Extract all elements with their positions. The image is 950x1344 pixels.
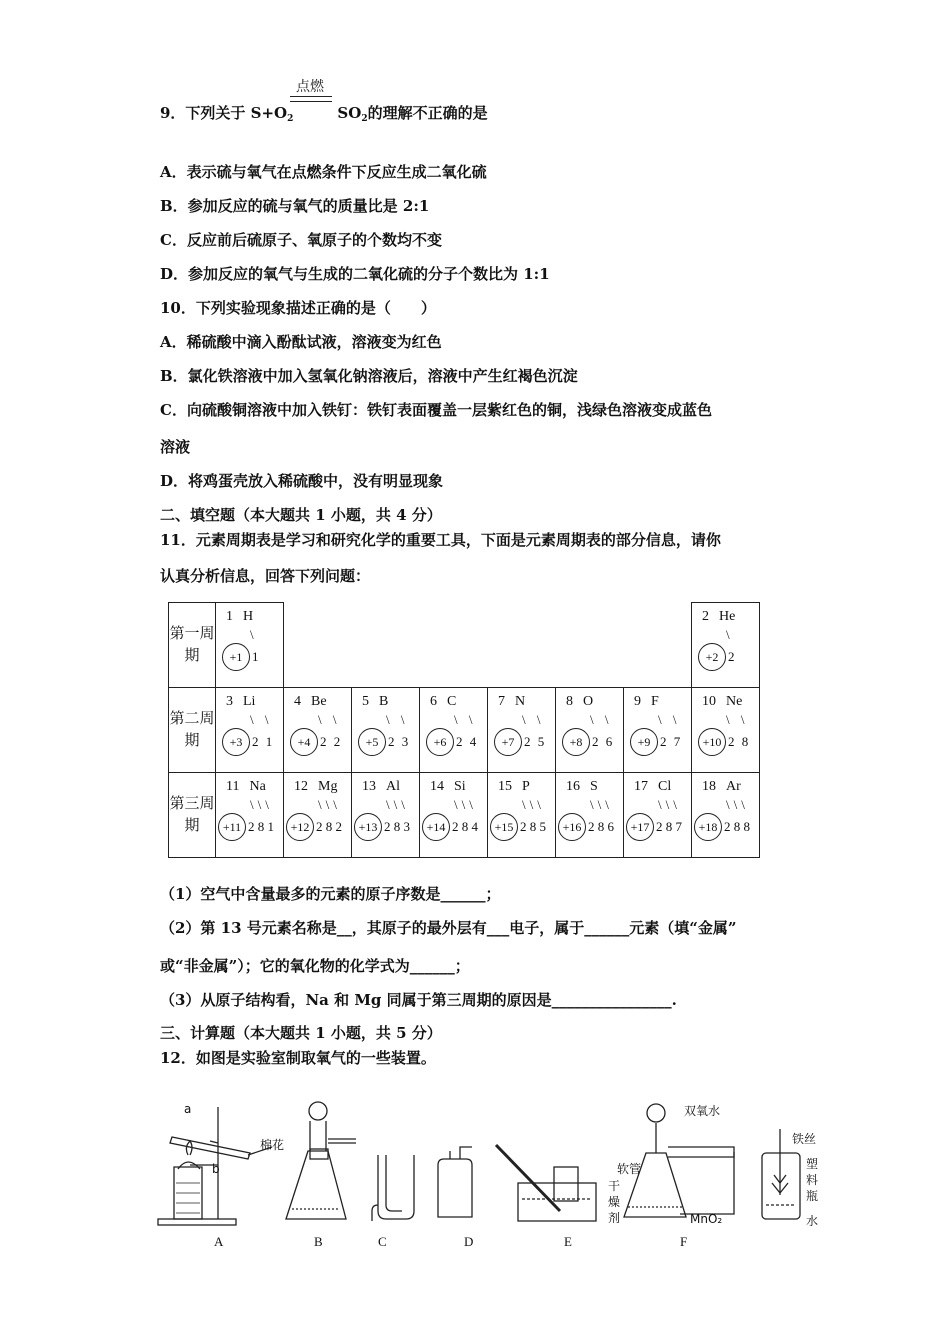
tag-mno2: MnO₂ — [690, 1212, 723, 1226]
q11-sub-2b: 或“非金属”）；它的氧化物的化学式为______； — [160, 957, 470, 975]
apparatus-d — [438, 1147, 472, 1217]
apparatus-b — [286, 1102, 356, 1219]
q11-sub-3: （3）从原子结构看，Na 和 Mg 同属于第三周期的原因是________________. — [160, 991, 677, 1009]
q10-option-c: C．向硫酸铜溶液中加入铁钉：铁钉表面覆盖一层紫红色的铜，浅绿色溶液变成蓝色 — [160, 401, 712, 419]
element-cell-Mg: 12 Mg \\\ +12 2 8 2 — [284, 773, 352, 858]
element-cell-N: 7 N \ \ +7 2 5 — [488, 688, 556, 773]
element-cell-Cl: 17 Cl \\\ +17 2 8 7 — [624, 773, 692, 858]
label-d: D — [464, 1234, 474, 1249]
q10-option-a: A．稀硫酸中滴入酚酞试液，溶液变为红色 — [160, 333, 442, 351]
tag-tube: 软管 — [617, 1162, 642, 1176]
oxygen-apparatus-figure — [150, 1095, 830, 1230]
apparatus-f — [624, 1104, 800, 1219]
q10-stem: 10．下列实验现象描述正确的是（ ） — [160, 299, 436, 317]
tag-wire: 铁丝 — [792, 1132, 817, 1146]
q10-option-c-cont: 溶液 — [160, 438, 191, 456]
q11-stem-1: 11．元素周期表是学习和研究化学的重要工具，下面是元素周期表的部分信息，请你 — [160, 531, 721, 549]
period-3-label: 第三周期 — [169, 773, 216, 858]
period-2-label: 第二周期 — [169, 688, 216, 773]
periodic-table — [168, 602, 760, 858]
element-cell-F: 9 F \ \ +9 2 7 — [624, 688, 692, 773]
label-e: E — [564, 1234, 572, 1249]
q11-sub-2a: （2）第 13 号元素名称是__，其原子的最外层有___电子，属于______元素（填“金属” — [160, 919, 737, 937]
label-c: C — [378, 1234, 387, 1249]
tag-water: 水 — [806, 1214, 819, 1228]
q11-stem-2: 认真分析信息，回答下列问题： — [160, 567, 371, 585]
apparatus-c — [372, 1155, 414, 1221]
label-a: A — [214, 1234, 224, 1249]
q9-option-c: C．反应前后硫原子、氧原子的个数均不变 — [160, 231, 442, 249]
reaction-condition: 点燃 — [296, 79, 324, 95]
section-3-heading: 三、计算题（本大题共 1 小题，共 5 分） — [160, 1024, 442, 1042]
section-2-heading: 二、填空题（本大题共 1 小题，共 4 分） — [160, 506, 442, 524]
element-cell-O: 8 O \ \ +8 2 6 — [556, 688, 624, 773]
period-1-label: 第一周期 — [169, 603, 216, 688]
tag-b: b — [212, 1162, 220, 1176]
q9-option-a: A．表示硫与氧气在点燃条件下反应生成二氧化硫 — [160, 163, 487, 181]
element-cell-Li: 3 Li \ \ +3 2 1 — [216, 688, 284, 773]
element-cell-Na: 11 Na \\\ +11 2 8 1 — [216, 773, 284, 858]
element-cell-Ar: 18 Ar \\\ +18 2 8 8 — [692, 773, 760, 858]
label-f: F — [680, 1234, 688, 1249]
tag-drying: 干燥剂 — [608, 1179, 621, 1225]
q9-option-b: B．参加反应的硫与氧气的质量比是 2:1 — [160, 197, 430, 215]
element-cell-He: 2 He \ +2 2 — [692, 603, 760, 688]
element-cell-P: 15 P \\\ +15 2 8 5 — [488, 773, 556, 858]
q10-option-d: D．将鸡蛋壳放入稀硫酸中，没有明显现象 — [160, 472, 444, 490]
element-cell-S: 16 S \\\ +16 2 8 6 — [556, 773, 624, 858]
element-cell-Ne: 10 Ne \ \ +10 2 8 — [692, 688, 760, 773]
reaction-arrow — [290, 96, 332, 102]
tag-a: a — [184, 1102, 192, 1116]
tag-bottle: 塑料瓶 — [806, 1157, 819, 1203]
q9-stem: 9．下列关于 $S+O_2$ $SO_2$的理解不正确的是 — [160, 104, 488, 124]
element-cell-Be: 4 Be \ \ +4 2 2 — [284, 688, 352, 773]
element-cell-Si: 14 Si \\\ +14 2 8 4 — [420, 773, 488, 858]
element-cell-H: 1 H \ +1 1 — [216, 603, 284, 688]
tag-cotton: 棉花 — [260, 1138, 285, 1152]
q12-stem: 12．如图是实验室制取氧气的一些装置。 — [160, 1049, 436, 1067]
element-cell-C: 6 C \ \ +6 2 4 — [420, 688, 488, 773]
element-cell-B: 5 B \ \ +5 2 3 — [352, 688, 420, 773]
apparatus-e — [496, 1145, 596, 1221]
label-b: B — [314, 1234, 323, 1249]
tag-h2o2: 双氧水 — [684, 1104, 721, 1118]
q11-sub-1: （1）空气中含量最多的元素的原子序数是______； — [160, 885, 501, 903]
q10-option-b: B．氯化铁溶液中加入氢氧化钠溶液后，溶液中产生红褐色沉淀 — [160, 367, 578, 385]
q9-option-d: D．参加反应的氧气与生成的二氧化硫的分子个数比为 1:1 — [160, 265, 550, 283]
table-gap — [284, 603, 692, 688]
element-cell-Al: 13 Al \\\ +13 2 8 3 — [352, 773, 420, 858]
